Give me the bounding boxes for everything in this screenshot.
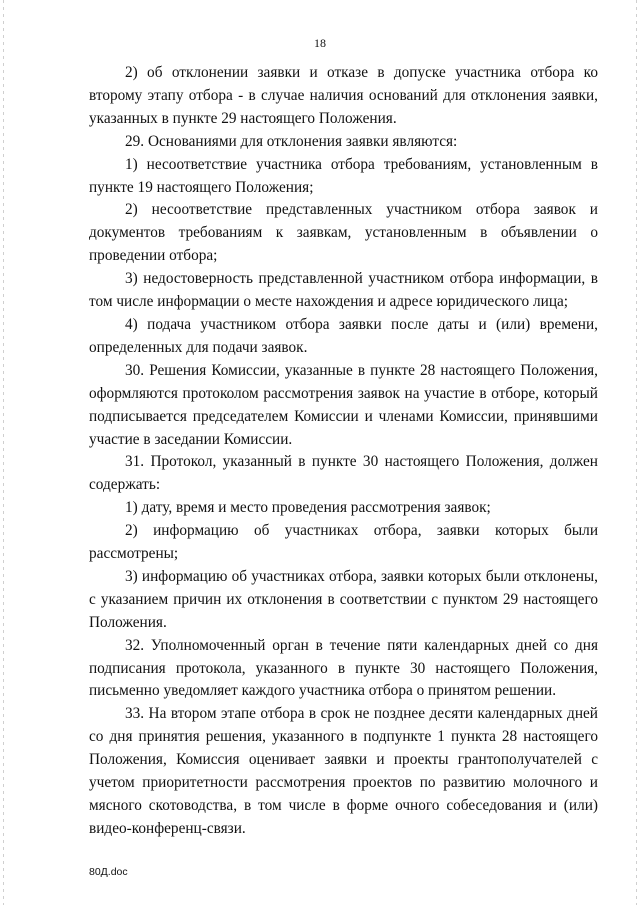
document-body	[89, 62, 598, 841]
scan-edge-right	[636, 0, 637, 905]
paragraph-protocol-item-3: 3) информацию об участниках отбора, заявки которых были отклонены, с указанием причин их отклонения в соответствии с пунктом 29 настоящего Положения.	[89, 567, 598, 631]
paragraph-protocol-item-1: 1) дату, время и место проведения рассмотрения заявок;	[125, 499, 491, 517]
scan-edge-left	[3, 0, 4, 905]
paragraph-clause-30: 30. Решения Комиссии, указанные в пункте 28 настоящего Положения, оформляются протоколом рассмотрения заявок на участие в отборе, который подписывается председателем Комиссии и членами Комиссии, принявшими участие в заседании Комиссии.	[89, 361, 598, 448]
page-number: 18	[314, 36, 326, 50]
paragraph-item-2-rejection: 2) об отклонении заявки и отказе в допуске участника отбора ко второму этапу отбора - в случае наличия оснований для отклонения заявки, указанных в пункте 29 настоящего Положения.	[89, 64, 598, 127]
paragraph-clause-33: 33. На втором этапе отбора в срок не позднее десяти календарных дней со дня принятия решения, указанного в подпункте 1 пункта 28 настоящего Положения, Комиссия оценивает заявки и проекты грантополучателей с учетом приоритетности рассмотрения проектов по развитию молочного и мясного скотоводства, в том числе в форме очного собеседования и (или) видео-конференц-связи.	[89, 705, 598, 837]
paragraph-clause-31: 31. Протокол, указанный в пункте 30 настоящего Положения, должен содержать:	[89, 453, 598, 494]
paragraph-ground-3: 3) недостоверность представленной участником отбора информации, в том числе информации о месте нахождения и адресе юридического лица;	[89, 270, 598, 311]
paragraph-ground-1: 1) несоответствие участника отбора требованиям, установленным в пункте 19 настоящего Положения;	[89, 155, 598, 196]
footer-file-name: 80Д.doc	[89, 866, 128, 878]
paragraph-ground-2: 2) несоответствие представленных участником отбора заявок и документов требованиям к заявкам, установленным в объявлении о проведении отбора;	[89, 201, 598, 265]
paragraph-clause-29: 29. Основаниями для отклонения заявки являются:	[125, 132, 458, 150]
paragraph-protocol-item-2: 2) информацию об участниках отбора, заявки которых были рассмотрены;	[89, 522, 598, 563]
paragraph-clause-32: 32. Уполномоченный орган в течение пяти календарных дней со дня подписания протокола, указанного в пункте 30 настоящего Положения, письменно уведомляет каждого участника отбора о принятом решении.	[89, 636, 598, 700]
paragraph-ground-4: 4) подача участником отбора заявки после даты и (или) времени, определенных для подачи заявок.	[89, 315, 598, 356]
